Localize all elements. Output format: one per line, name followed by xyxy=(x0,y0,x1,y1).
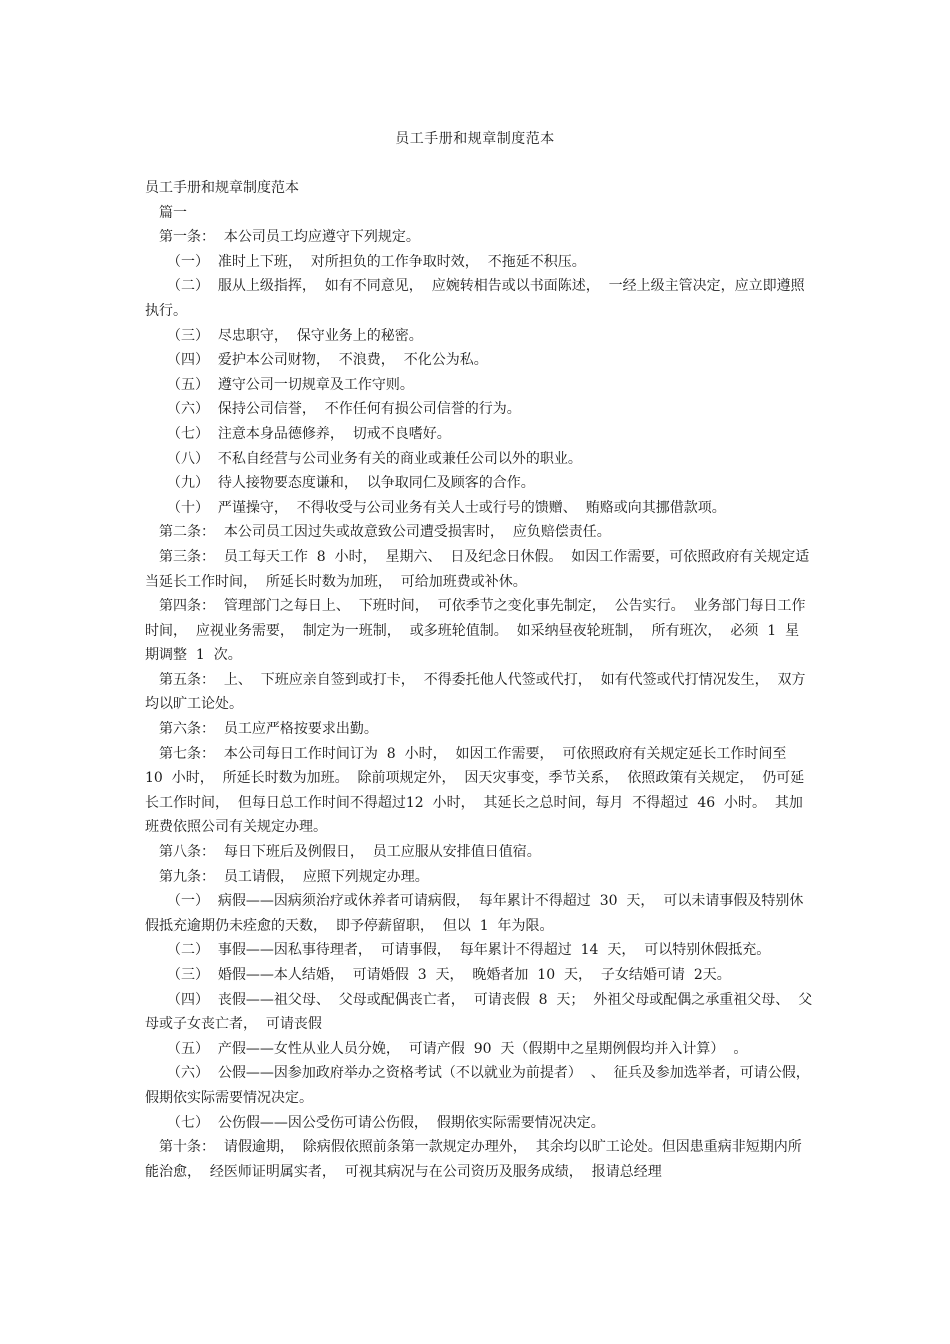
article-1-item-6: （六） 保持公司信誉， 不作任何有损公司信誉的行为。 xyxy=(167,401,521,418)
article-9-item-2: （二） 事假——因私事待理者， 可请事假， 每年累计不得超过 14 天， 可以特别休假抵充。 xyxy=(167,942,771,959)
article-9-item-1: （一） 病假——因病须治疗或休养者可请病假， 每年累计不得超过 30 天， 可以未请事假及特别休假抵充逾期仍未痊愈的天数， 即予停薪留职， 但以 1 年为限。 xyxy=(145,893,804,934)
article-9: 第九条： 员工请假， 应照下列规定办理。 xyxy=(159,868,429,885)
article-1-item-3: （三） 尽忠职守， 保守业务上的秘密。 xyxy=(167,327,423,344)
document-body xyxy=(145,176,819,1184)
article-6: 第六条： 员工应严格按要求出勤。 xyxy=(159,721,378,738)
document-title: 员工手册和规章制度范本 xyxy=(395,131,555,147)
article-1-item-10: （十） 严谨操守， 不得收受与公司业务有关人士或行号的馈赠、 贿赂或向其挪借款项。 xyxy=(167,499,726,516)
article-1-item-9: （九） 待人接物要态度谦和， 以争取同仁及顾客的合作。 xyxy=(167,475,535,492)
article-3: 第三条： 员工每天工作 8 小时， 星期六、 日及纪念日休假。 如因工作需要，可依照政府有关规定适当延长工作时间， 所延长时数为加班， 可给加班费或补休。 xyxy=(145,548,810,590)
part-heading: 篇一 xyxy=(159,204,187,221)
article-1-item-1: （一） 准时上下班， 对所担负的工作争取时效， 不拖延不积压。 xyxy=(167,253,586,270)
article-9-item-5: （五） 产假——女性从业人员分娩， 可请产假 90 天（假期中之星期例假均并入计算） 。 xyxy=(167,1040,748,1057)
article-9-item-6: （六） 公假——因参加政府举办之资格考试（不以就业为前提者） 、 征兵及参加选举者，可请公假， 假期依实际需要情况决定。 xyxy=(145,1065,819,1106)
article-1-item-2: （二） 服从上级指挥， 如有不同意见， 应婉转相告或以书面陈述， 一经上级主管决定，应立即遵照执行。 xyxy=(145,278,805,319)
article-9-item-3: （三） 婚假——本人结婚， 可请婚假 3 天， 晚婚者加 10 天， 子女结婚可请 2天。 xyxy=(167,967,731,983)
document-subtitle: 员工手册和规章制度范本 xyxy=(145,180,299,196)
article-4: 第四条： 管理部门之每日上、 下班时间， 可依季节之变化事先制定， 公告实行。 业务部门每日工作时间， 应视业务需要， 制定为一班制， 或多班轮值制。 如采纳昼夜轮班制， 所有班次， 必须 1 星期调整 1 次。 xyxy=(145,598,806,664)
article-1-item-8: （八） 不私自经营与公司业务有关的商业或兼任公司以外的职业。 xyxy=(167,450,582,467)
article-1-item-5: （五） 遵守公司一切规章及工作守则。 xyxy=(167,376,414,393)
article-5: 第五条： 上、 下班应亲自签到或打卡， 不得委托他人代签或代打， 如有代签或代打情况发生， 双方均以旷工论处。 xyxy=(145,671,806,713)
article-7: 第七条： 本公司每日工作时间订为 8 小时， 如因工作需要， 可依照政府有关规定延长工作时间至 10 小时， 所延长时数为加班。 除前项规定外， 因天灾事变，季节关系， 依照政策有关规定， 仍可延长工作时间， 但每日总工作时间不得超过12 小时， 其延长之总时间，每月 不得超过 46 小时。 其加班费依照公司有关规定办理。 xyxy=(145,745,805,836)
article-8: 第八条： 每日下班后及例假日， 员工应服从安排值日值宿。 xyxy=(159,844,541,861)
article-1-item-7: （七） 注意本身品德修养， 切戒不良嗜好。 xyxy=(167,425,451,442)
article-1: 第一条： 本公司员工均应遵守下列规定。 xyxy=(159,229,420,246)
article-2: 第二条： 本公司员工因过失或故意致公司遭受损害时， 应负赔偿责任。 xyxy=(159,524,611,541)
article-1-item-4: （四） 爱护本公司财物， 不浪费， 不化公为私。 xyxy=(167,352,488,369)
article-9-item-7: （七） 公伤假——因公受伤可请公伤假， 假期依实际需要情况决定。 xyxy=(167,1114,605,1131)
article-9-item-4: （四） 丧假——祖父母、 父母或配偶丧亡者， 可请丧假 8 天； 外祖父母或配偶之承重祖父母、 父母或子女丧亡者， 可请丧假 xyxy=(145,991,813,1033)
article-10: 第十条： 请假逾期， 除病假依照前条第一款规定办理外， 其余均以旷工论处。但因患重病非短期内所能治愈， 经医师证明属实者， 可视其病况与在公司资历及服务成绩， 报请总经理 xyxy=(145,1139,802,1180)
